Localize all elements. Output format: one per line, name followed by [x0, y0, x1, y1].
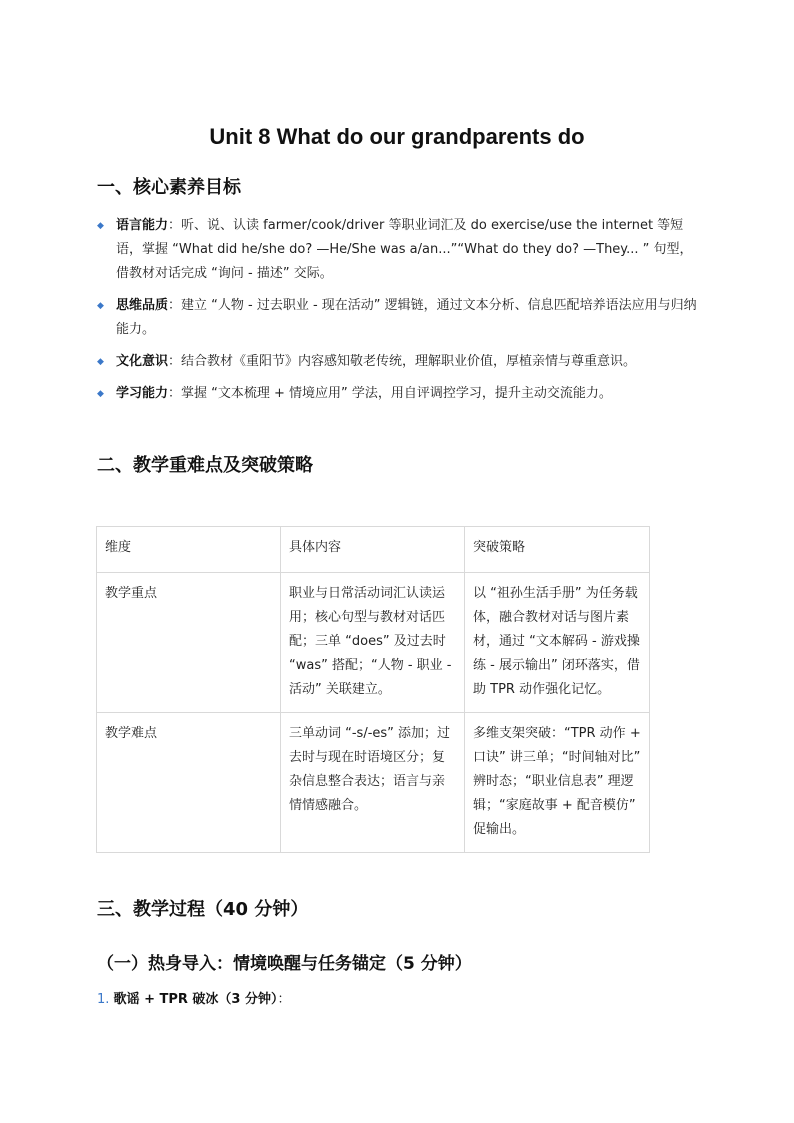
diamond-bullet-icon: ◆: [97, 221, 104, 231]
goal-item-culture: [97, 350, 697, 374]
table-row: [97, 573, 650, 713]
diamond-bullet-icon: ◆: [97, 357, 104, 367]
goal-label: 学习能力: [116, 386, 169, 401]
goal-text: ：听、说、认读 farmer/cook/driver 等职业词汇及 do exercise/use the internet 等短语，掌握 “What did he/she do? —He/She was a/an...”“What do they do? —They... ” 句型，借教材对话完成 “询问 - 描述” 交际。: [116, 218, 693, 281]
table-header-row: [97, 527, 650, 573]
table-header-cell: 维度: [97, 527, 281, 573]
goal-text: ：结合教材《重阳节》内容感知敬老传统，理解职业价值，厚植亲情与尊重意识。: [168, 354, 637, 369]
section-heading-core-goals: 一、核心素养目标: [97, 177, 241, 198]
step-suffix: ：: [277, 992, 291, 1007]
table-row: [97, 713, 650, 853]
table-cell-content: 三单动词 “-s/-es” 添加；过去时与现在时语境区分；复杂信息整合表达；语言与亲情情感融合。: [281, 713, 465, 853]
table-cell-dimension: 教学难点: [97, 713, 281, 853]
key-points-table: [96, 526, 650, 853]
goal-text: ：建立 “人物 - 过去职业 - 现在活动” 逻辑链，通过文本分析、信息匹配培养语法应用与归纳能力。: [116, 298, 697, 337]
table-header-cell: 突破策略: [465, 527, 650, 573]
goal-item-language: [97, 214, 697, 286]
goal-label: 思维品质: [116, 298, 169, 313]
step-item: [97, 988, 291, 1012]
table-cell-strategy: 以 “祖孙生活手册” 为任务载体，融合教材对话与图片素材，通过 “文本解码 - 游戏操练 - 展示输出” 闭环落实，借助 TPR 动作强化记忆。: [465, 573, 650, 713]
document-title: Unit 8 What do our grandparents do: [209, 124, 585, 149]
goal-label: 文化意识: [116, 354, 169, 369]
core-goals-list: [97, 214, 697, 414]
section-heading-teaching-process: 三、教学过程（40 分钟）: [97, 899, 309, 920]
table-cell-content: 职业与日常活动词汇认读运用；核心句型与教材对话匹配；三单 “does” 及过去时 “was” 搭配；“人物 - 职业 - 活动” 关联建立。: [281, 573, 465, 713]
subsection-heading-warm-up: （一）热身导入：情境唤醒与任务锚定（5 分钟）: [97, 954, 472, 974]
goal-text: ：掌握 “文本梳理 + 情境应用” 学法，用自评调控学习，提升主动交流能力。: [168, 386, 612, 401]
goal-item-learning: [97, 382, 697, 406]
diamond-bullet-icon: ◆: [97, 301, 104, 311]
table-header-cell: 具体内容: [281, 527, 465, 573]
diamond-bullet-icon: ◆: [97, 389, 104, 399]
goal-label: 语言能力: [116, 218, 169, 233]
step-number: 1.: [97, 992, 110, 1007]
goal-item-thinking: [97, 294, 697, 342]
table-cell-strategy: 多维支架突破：“TPR 动作 + 口诀” 讲三单；“时间轴对比” 辨时态；“职业信息表” 理逻辑；“家庭故事 + 配音模仿” 促输出。: [465, 713, 650, 853]
step-title: 歌谣 + TPR 破冰（3 分钟）: [113, 992, 278, 1007]
section-heading-key-points: 二、教学重难点及突破策略: [97, 455, 313, 476]
table-cell-dimension: 教学重点: [97, 573, 281, 713]
